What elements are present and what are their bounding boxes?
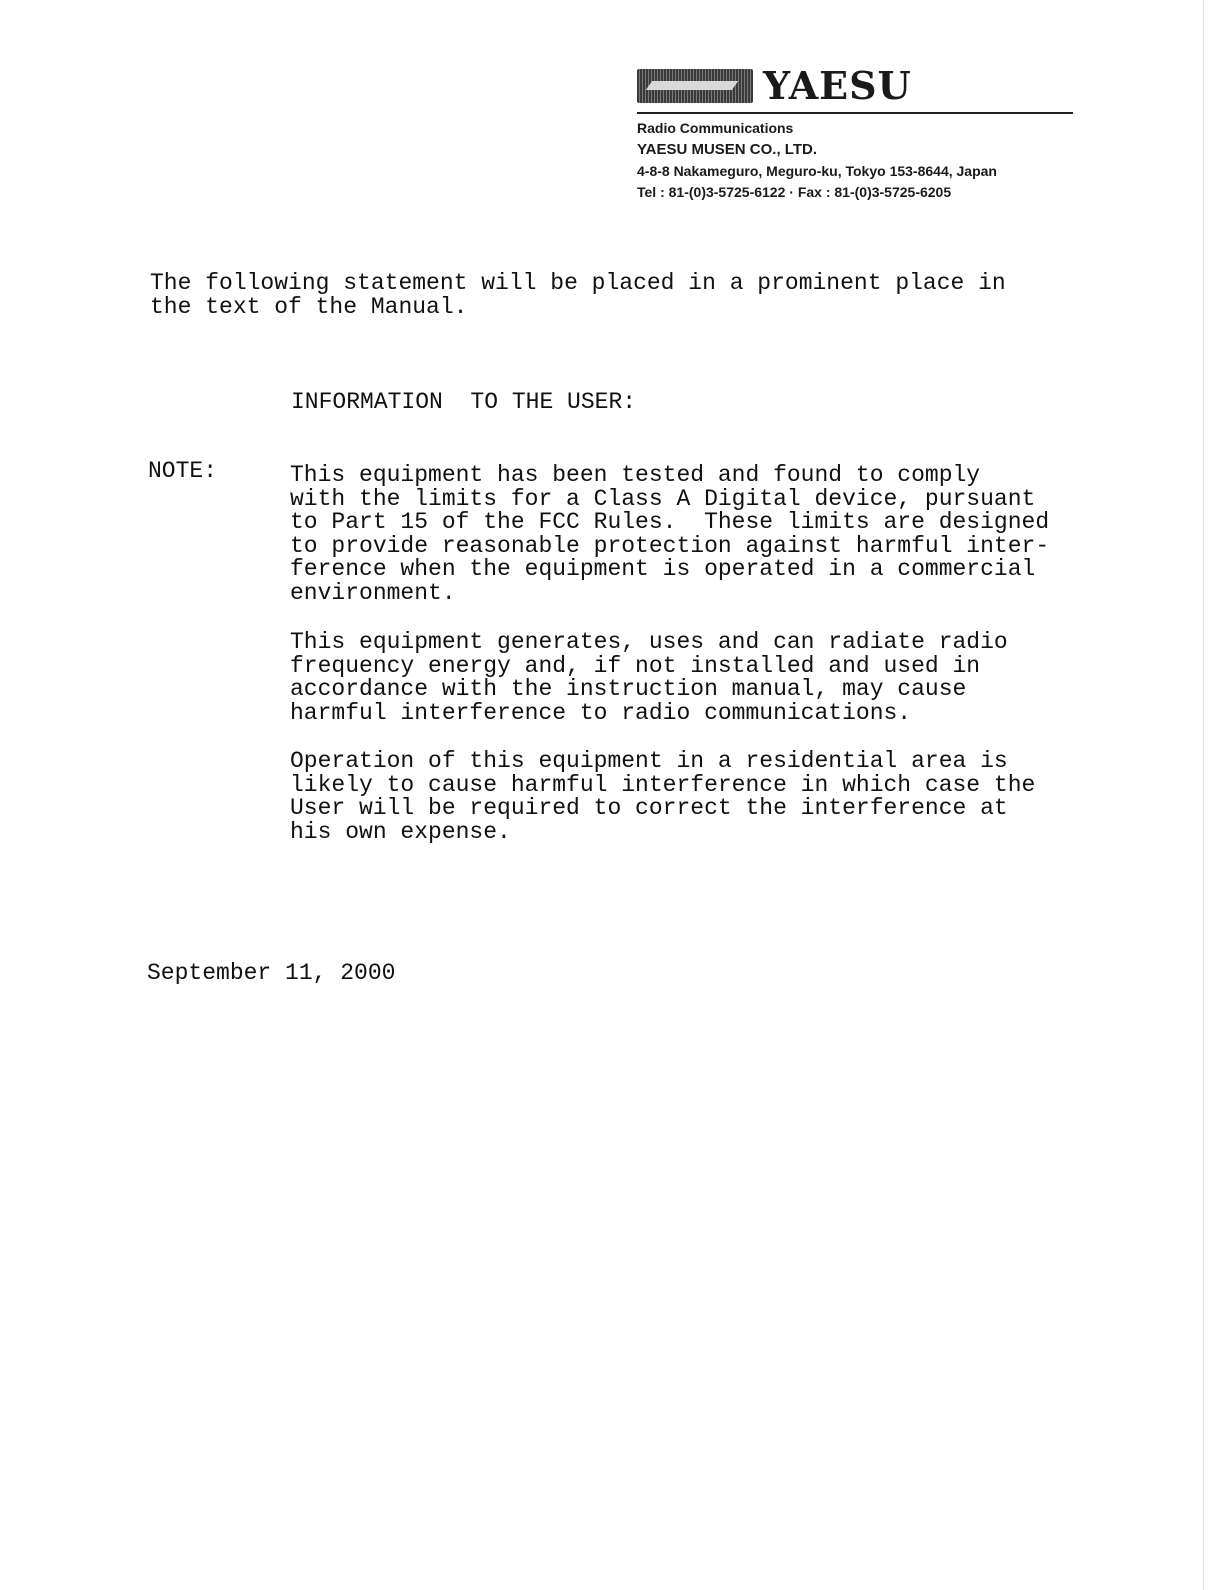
company-logo xyxy=(637,64,1073,108)
document-date: September 11, 2000 xyxy=(147,960,396,986)
yaesu-logo-icon xyxy=(637,69,753,103)
letterhead-divider xyxy=(637,112,1073,114)
scan-edge-line xyxy=(1203,0,1204,1590)
note-label: NOTE: xyxy=(148,458,218,484)
intro-statement: The following statement will be placed in a prominent place in the text of the Manual. xyxy=(150,270,1006,320)
note-paragraph-3: Operation of this equipment in a residential area is likely to cause harmful interference in which case the User will be required to correct the interference at his own expense. xyxy=(290,748,1036,845)
company-division: Radio Communications xyxy=(637,120,794,136)
logo-wordmark: YAESU xyxy=(763,63,912,108)
letterhead xyxy=(637,64,1073,201)
company-address: 4-8-8 Nakameguro, Meguro-ku, Tokyo 153-8644, Japan xyxy=(637,163,997,179)
section-heading: INFORMATION TO THE USER: xyxy=(291,389,637,415)
company-name: YAESU MUSEN CO., LTD. xyxy=(637,141,818,158)
company-contact: Tel : 81-(0)3-5725-6122 · Fax : 81-(0)3-5725-6205 xyxy=(637,184,952,200)
note-paragraph-1: This equipment has been tested and found to comply with the limits for a Class A Digital device, pursuant to Part 15 of the FCC Rules. These limits are designed to provide reasonable protection against harmful inter- ference when the equipment is operated in a commercial environment. xyxy=(290,462,1050,606)
note-paragraph-2: This equipment generates, uses and can radiate radio frequency energy and, if not installed and used in accordance with the instruction manual, may cause harmful interference to radio communications. xyxy=(290,629,1008,726)
